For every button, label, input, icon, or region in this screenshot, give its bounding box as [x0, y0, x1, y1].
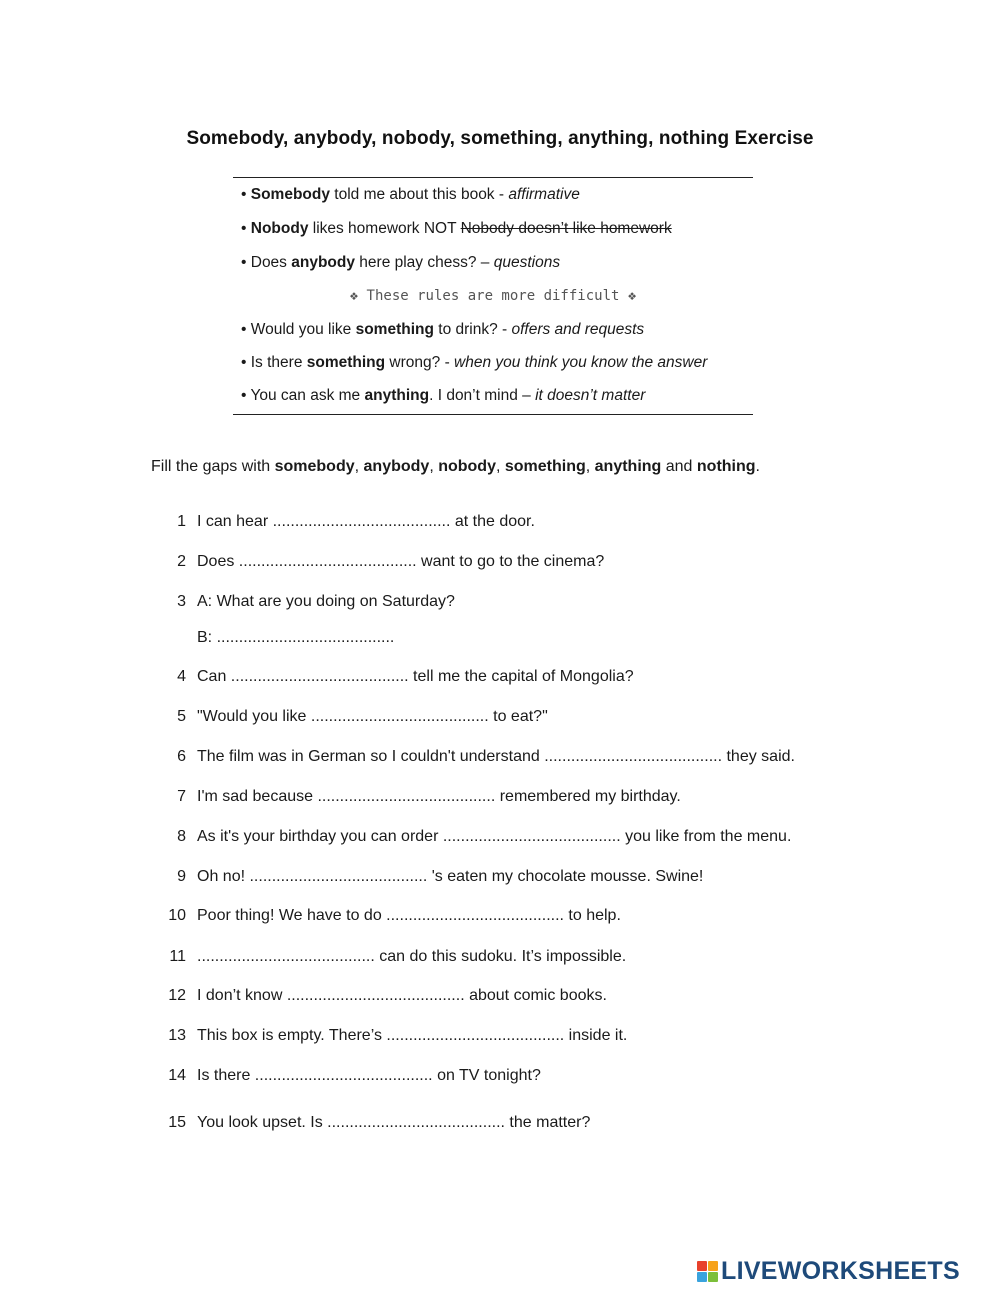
question-number: 8: [177, 828, 186, 845]
question-text: I can hear ........................................ at the door.: [197, 513, 535, 530]
word-something: something: [504, 458, 586, 475]
question-number: 7: [177, 788, 186, 805]
question-text: Is there ........................................ on TV tonight?: [197, 1067, 541, 1084]
question-item: [160, 668, 634, 686]
question-item: [160, 1114, 590, 1132]
question-item: [160, 868, 703, 886]
page-title: Somebody, anybody, nobody, something, anything, nothing Exercise: [186, 128, 814, 149]
question-number: 10: [168, 907, 186, 924]
rule-affirmative: [241, 186, 580, 204]
question-number: 4: [177, 668, 186, 685]
word-anything: anything: [594, 458, 662, 475]
rules-box: [233, 177, 753, 415]
rule-questions: [241, 254, 560, 272]
question-item: [160, 987, 607, 1005]
question-text: ........................................ can do this sudoku. It’s impossible.: [197, 948, 627, 965]
rule-category: it doesn’t matter: [535, 387, 646, 404]
keyword: something: [306, 354, 386, 371]
bullet: •: [241, 186, 247, 203]
question-number: 1: [177, 513, 186, 530]
question-number: 15: [168, 1114, 186, 1131]
rule-expected-answer: [241, 354, 707, 372]
separator: and: [661, 458, 697, 475]
keyword: anybody: [291, 254, 355, 271]
question-item: [160, 907, 621, 925]
question-item: [160, 513, 535, 531]
rule-text: wrong? -: [385, 354, 455, 371]
difficult-rules-note: ❖ These rules are more difficult ❖: [349, 288, 637, 304]
question-item: [160, 1027, 627, 1045]
question-text: You look upset. Is ........................................ the matter?: [197, 1114, 591, 1131]
logo-tiles-icon: [697, 1261, 718, 1282]
question-text: The film was in German so I couldn't understand ........................................ they said.: [197, 748, 795, 765]
keyword: something: [355, 321, 434, 338]
word-somebody: somebody: [274, 458, 355, 475]
question-number: 6: [177, 748, 186, 765]
question-text: A: What are you doing on Saturday?: [197, 593, 455, 610]
question-text: This box is empty. There’s ........................................ inside it.: [197, 1027, 628, 1044]
rule-category: offers and requests: [511, 321, 645, 338]
question-number: 2: [177, 553, 186, 570]
logo-tile: [697, 1261, 707, 1271]
question-number: 14: [168, 1067, 186, 1084]
question-item: [160, 593, 455, 611]
struck-example: Nobody doesn’t like homework: [460, 220, 672, 237]
separator: ,: [429, 458, 439, 475]
question-number: 11: [169, 948, 186, 965]
question-text: Can ........................................ tell me the capital of Mongolia?: [197, 668, 634, 685]
rule-text: here play chess? –: [354, 254, 494, 271]
rule-offers: [241, 321, 644, 339]
question-text: I don’t know ........................................ about comic books.: [197, 987, 607, 1004]
rule-text: to drink? -: [433, 321, 512, 338]
question-item: [160, 788, 681, 806]
rule-category: when you think you know the answer: [454, 354, 708, 371]
rule-category: questions: [493, 254, 561, 271]
question-text: Does ........................................ want to go to the cinema?: [197, 553, 605, 570]
question-number: 3: [177, 593, 186, 610]
question-number: 12: [168, 987, 186, 1004]
question-item: [160, 708, 548, 726]
word-anybody: anybody: [363, 458, 430, 475]
question-number: 5: [177, 708, 186, 725]
word-nobody: nobody: [438, 458, 496, 475]
rule-text: . I don’t mind –: [429, 387, 536, 404]
logo-tile: [708, 1272, 718, 1282]
question-text: I'm sad because ........................................ remembered my birthday.: [197, 788, 681, 805]
rule-category: affirmative: [508, 186, 580, 203]
rule-doesnt-matter: [241, 387, 645, 405]
question-text: "Would you like ........................................ to eat?": [197, 708, 548, 725]
liveworksheets-logo: [697, 1256, 960, 1286]
question-item: [160, 748, 795, 766]
keyword: anything: [364, 387, 430, 404]
rule-text: Does: [246, 254, 292, 271]
question-text: As it's your birthday you can order ........................................ you like from the menu.: [197, 828, 792, 845]
question-number: 9: [177, 868, 186, 885]
word-nothing: nothing: [696, 458, 756, 475]
rule-text: You can ask me: [246, 387, 365, 404]
rule-text: Is there: [246, 354, 307, 371]
separator: ,: [585, 458, 595, 475]
separator: ,: [354, 458, 364, 475]
separator: ,: [495, 458, 505, 475]
instruction-text: Fill the gaps with: [151, 458, 275, 475]
keyword: Nobody: [250, 220, 309, 237]
bullet: •: [241, 220, 247, 237]
question-item: [160, 948, 626, 966]
separator: .: [755, 458, 760, 475]
bullet: •: [241, 354, 247, 371]
rule-text: Would you like: [246, 321, 356, 338]
keyword: Somebody: [250, 186, 330, 203]
question-text: B: ........................................: [197, 629, 395, 646]
rule-negative: [241, 220, 672, 238]
question-text: Oh no! ........................................ 's eaten my chocolate mousse. Swine!: [197, 868, 704, 885]
logo-tile: [697, 1272, 707, 1282]
instruction: [151, 458, 760, 476]
rule-text: likes homework NOT: [308, 220, 461, 237]
question-item: [160, 1067, 541, 1085]
logo-text: LIVEWORKSHEETS: [721, 1256, 960, 1285]
question-item-continuation: [160, 629, 394, 647]
bullet: •: [241, 254, 247, 271]
bullet: •: [241, 321, 247, 338]
logo-tile: [708, 1261, 718, 1271]
rule-text: told me about this book -: [329, 186, 509, 203]
question-text: Poor thing! We have to do ........................................ to help.: [197, 907, 621, 924]
bullet: •: [241, 387, 247, 404]
question-item: [160, 828, 791, 846]
question-item: [160, 553, 604, 571]
question-number: 13: [168, 1027, 186, 1044]
